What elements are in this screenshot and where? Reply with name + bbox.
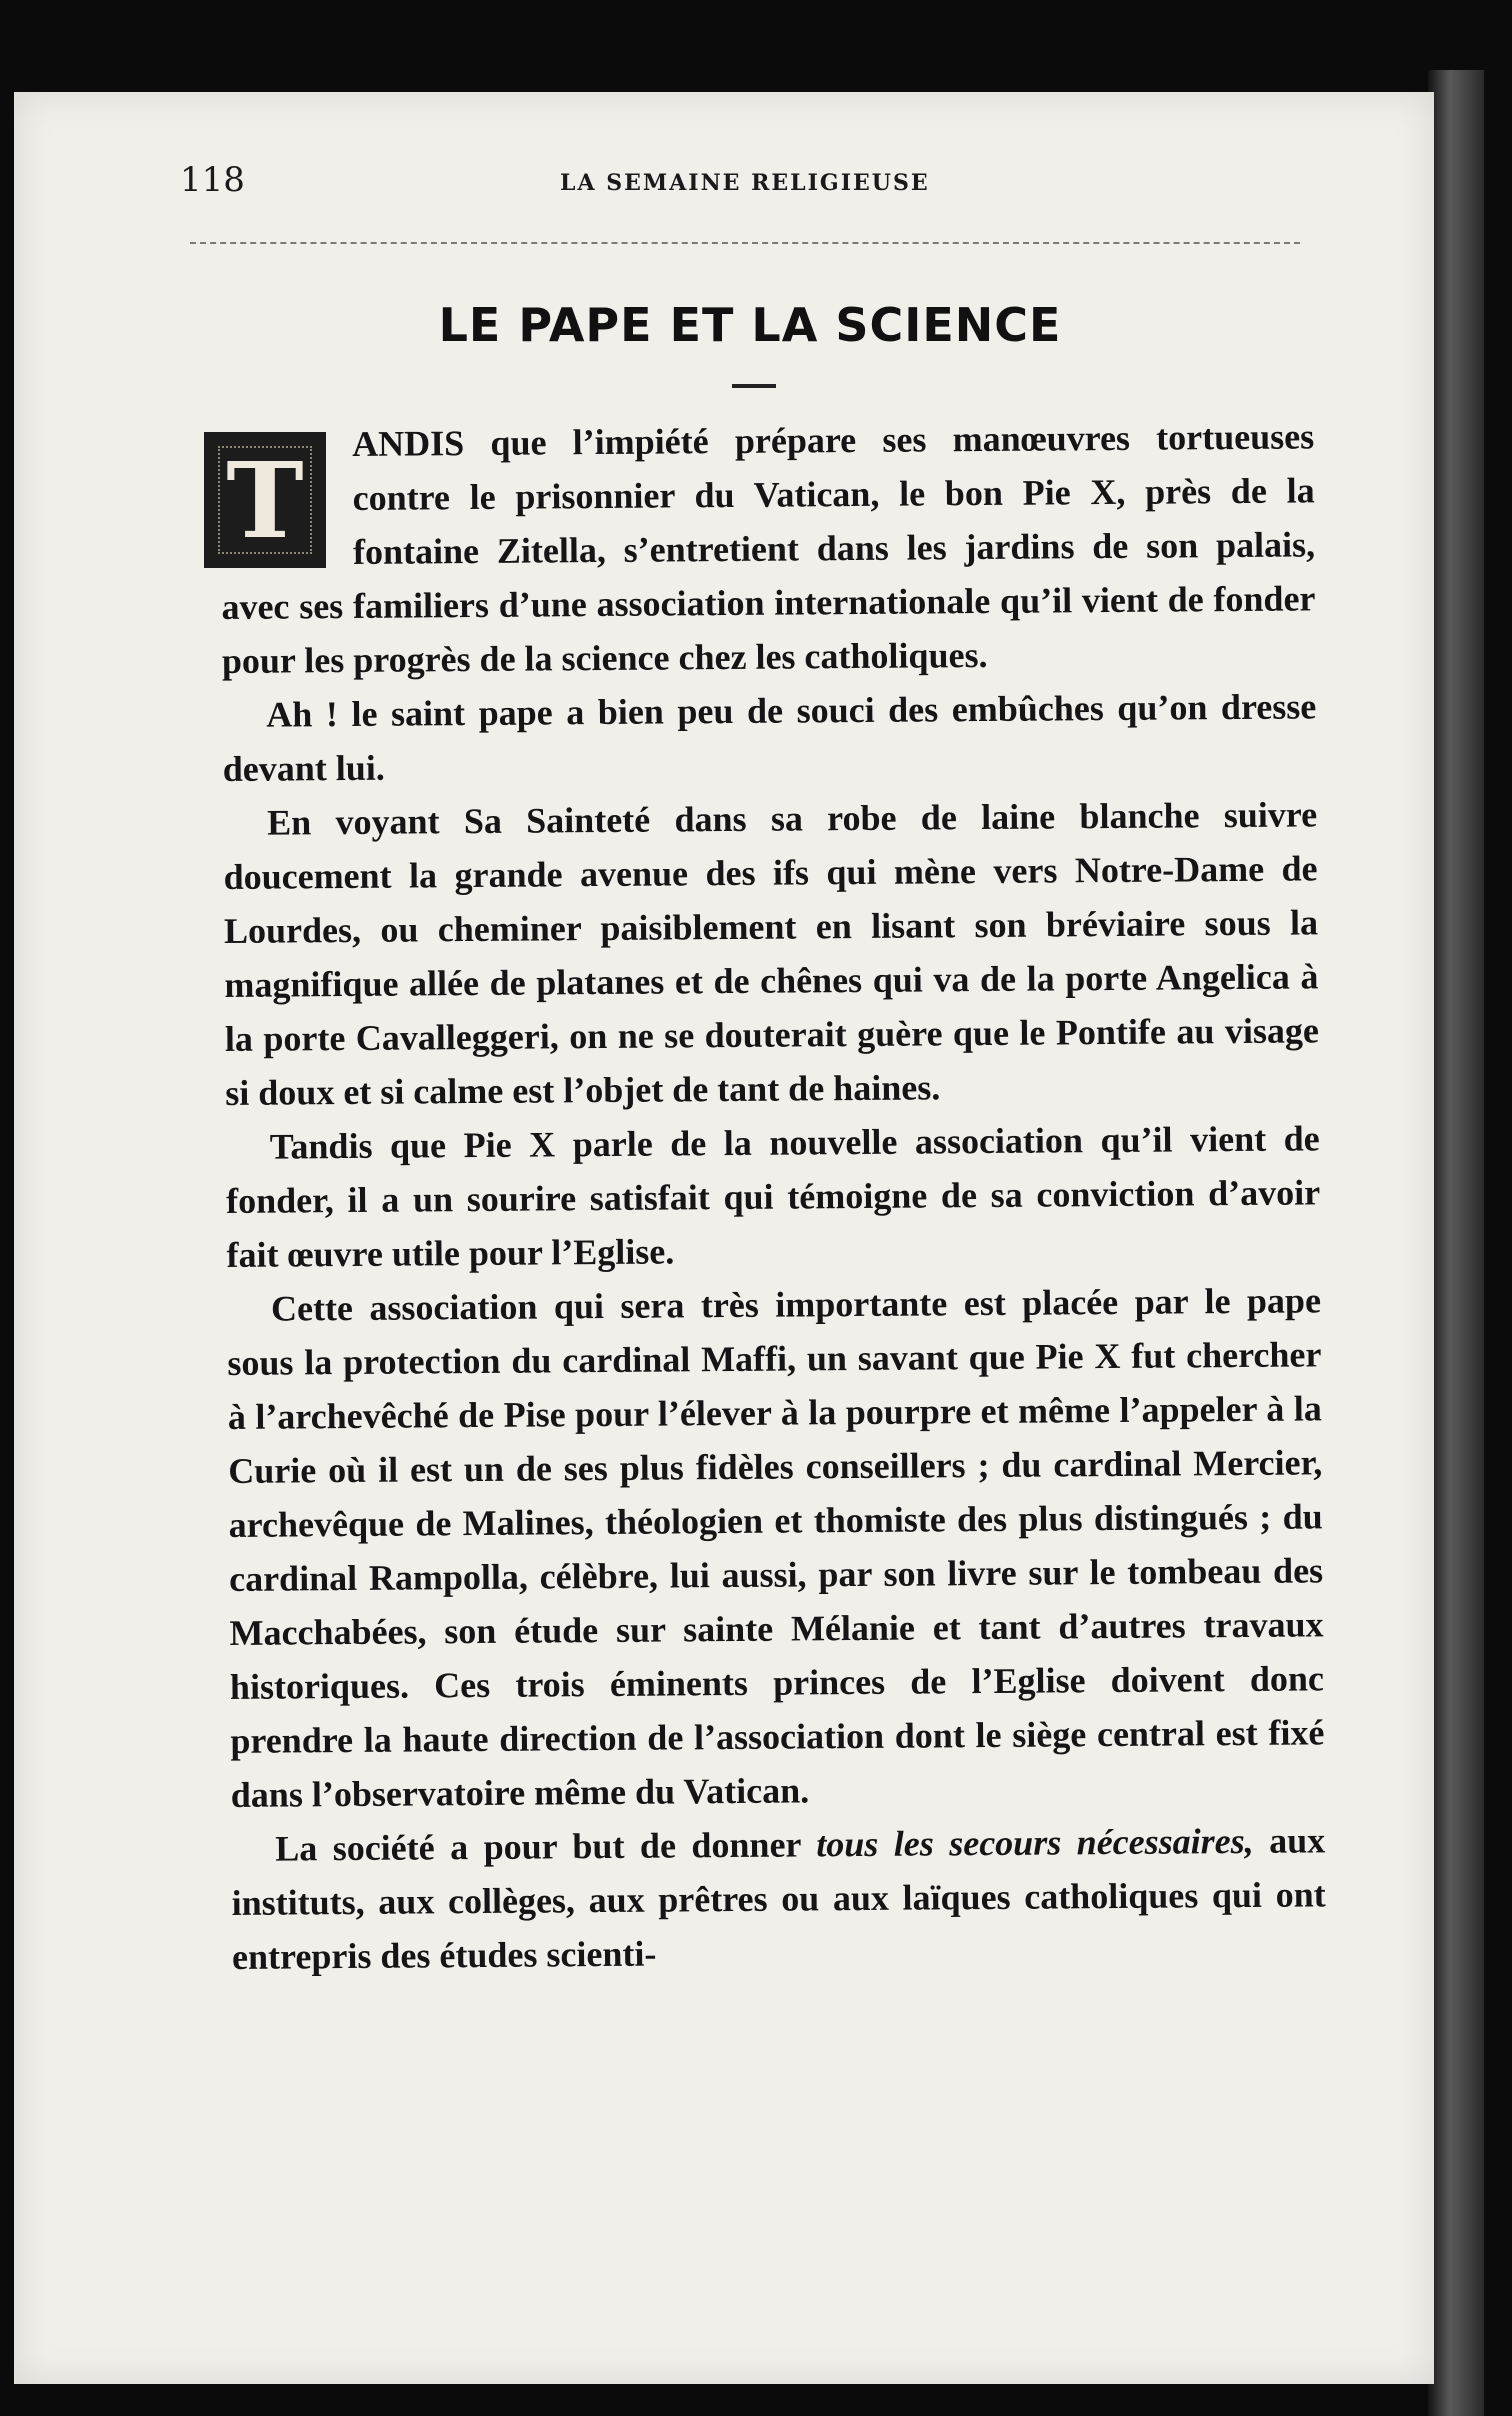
- paragraph-4: Tandis que Pie X parle de la nouvelle association qu’il vient de fonder, il a un sourire satisfait qui témoigne de sa conviction d’avoir fait œuvre utile pour l’Eglise.: [225, 1118, 1321, 1275]
- header-rule: [190, 242, 1300, 244]
- ornamental-drop-cap: T: [204, 432, 326, 568]
- paragraph-5: Cette association qui sera très importante est placée par le pape sous la protection du cardinal Maffi, un savant que Pie X fut chercher à l’archevêché de Pise pour l’élever à la pourpre et même l’appeler à la Curie où il est un de ses plus fidèles conseillers ; du cardinal Mercier, archevêque de Malines, théologien et thomiste des plus distingués ; du cardinal Rampolla, célèbre, lui aussi, par son livre sur le tombeau des Macchabées, son étude sur sainte Mélanie et tant d’autres travaux historiques. Ces trois éminents princes de l’Eglise doivent donc prendre la haute direction de l’association dont le siège central est fixé dans l’observatoire même du Vatican.: [227, 1280, 1325, 1815]
- paragraph-1: [220, 409, 1316, 688]
- paragraph-2: Ah ! le saint pape a bien peu de souci des embûches qu’on dresse devant lui.: [222, 686, 1317, 789]
- paragraph-6-start: La société a pour but de donner: [275, 1824, 817, 1869]
- paragraph-6-italic: tous les secours nécessaires,: [816, 1820, 1254, 1865]
- page-edge-shadow: [1428, 70, 1484, 2416]
- page-header: [180, 160, 1300, 220]
- running-title: LA SEMAINE RELIGIEUSE: [560, 170, 930, 196]
- paragraph-1-text: que l’impiété prépare ses manœuvres tortueuses contre le prisonnier du Vatican, le bon Pie X, près de la fontaine Zitella, s’entretient dans les jardins de son palais, avec ses familiers d’une association internationale qu’il vient de fonder pour les progrès de la science chez les catholiques.: [221, 416, 1316, 681]
- page-number: 118: [180, 160, 245, 200]
- article-body: [220, 409, 1326, 1984]
- title-dash: [732, 384, 776, 388]
- paragraph-3: En voyant Sa Sainteté dans sa robe de laine blanche suivre doucement la grande avenue des ifs qui mène vers Notre-Dame de Lourdes, ou cheminer paisiblement en lisant son bréviaire sous la magnifique allée de platanes et de chênes qui va de la porte Angelica à la porte Cavalleggeri, on ne se douterait guère que le Pontife au visage si doux et si calme est l’objet de tant de haines.: [223, 794, 1320, 1113]
- paragraph-6: [231, 1813, 1326, 1984]
- paragraph-6-end: aux instituts, aux collèges, aux prêtres ou aux laïques catholiques qui ont entrepris des études scienti-: [231, 1820, 1326, 1977]
- lead-word: ANDIS: [352, 423, 465, 464]
- article-title: LE PAPE ET LA SCIENCE: [438, 298, 1062, 352]
